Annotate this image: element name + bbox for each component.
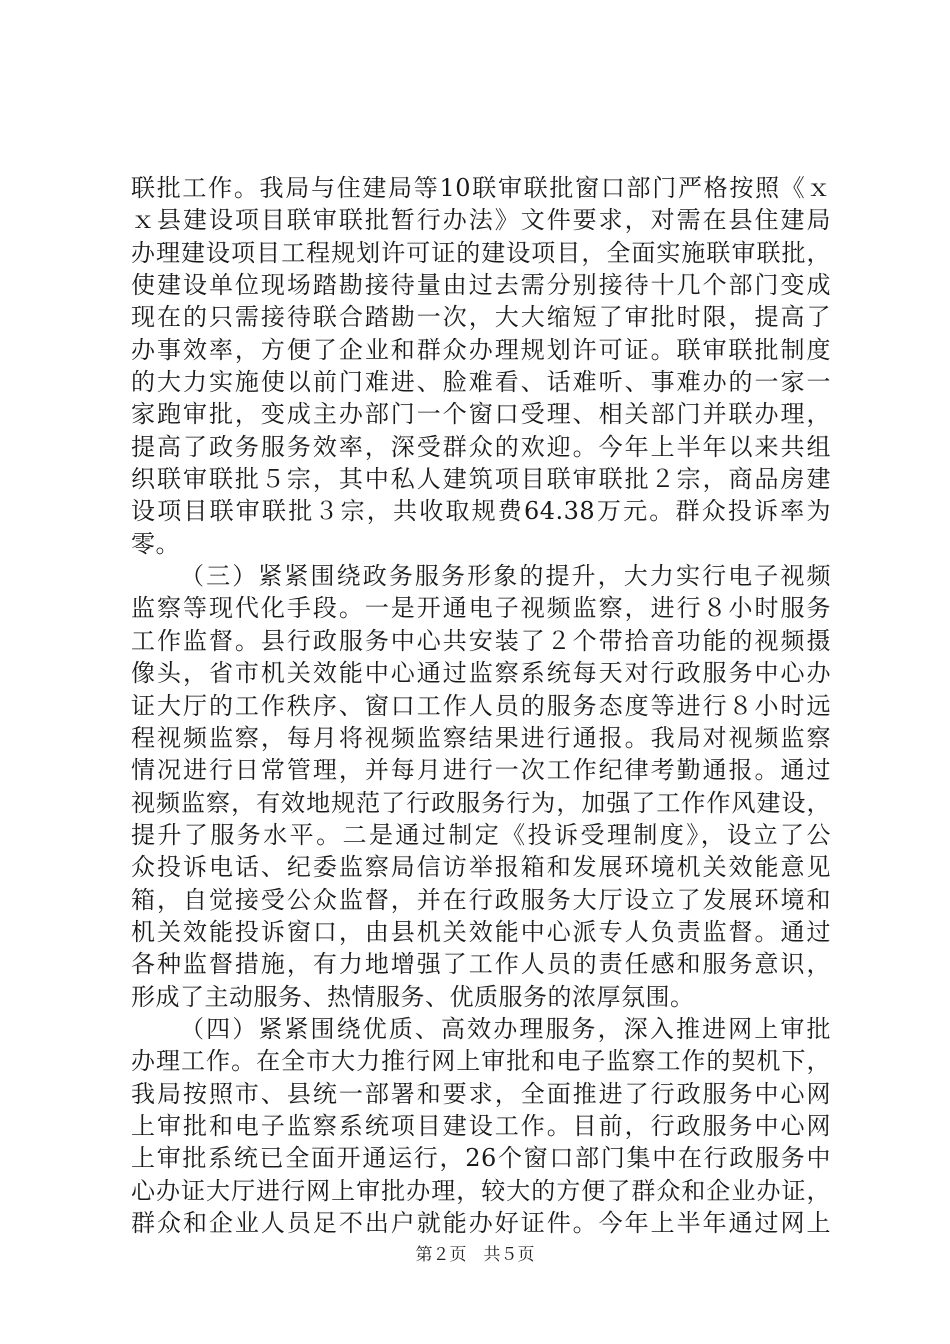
text-line: 零。 — [131, 529, 180, 558]
text-line: 箱，自觉接受公众监督，并在行政服务大厅设立了发展环境和 — [131, 885, 831, 914]
text-line: 情况进行日常管理，并每月进行一次工作纪律考勤通报。通过 — [131, 756, 831, 785]
page-footer: 第２页 共５页 — [415, 1245, 535, 1265]
text-line: 工作监督。县行政服务中心共安装了２个带拾音功能的视频摄 — [131, 626, 831, 655]
text-line: 程视频监察，每月将视频监察结果进行通报。我局对视频监察 — [131, 723, 831, 752]
text-line: 众投诉电话、纪委监察局信访举报箱和发展环境机关效能意见 — [131, 853, 831, 882]
text-line: 提高了政务服务效率，深受群众的欢迎。今年上半年以来共组 — [131, 432, 831, 461]
text-line: 各种监督措施，有力地增强了工作人员的责任感和服务意识， — [131, 950, 831, 979]
text-line: （四）紧紧围绕优质、高效办理服务，深入推进网上审批 — [180, 1014, 831, 1043]
text-line: 办理工作。在全市大力推行网上审批和电子监察工作的契机下， — [131, 1047, 831, 1076]
text-line: 设项目联审联批３宗，共收取规费64.38万元。群众投诉率为 — [131, 497, 831, 526]
text-line: 上审批系统已全面开通运行，26个窗口部门集中在行政服务中 — [131, 1144, 831, 1173]
text-line: 机关效能投诉窗口，由县机关效能中心派专人负责监督。通过 — [131, 917, 831, 946]
text-line: 像头，省市机关效能中心通过监察系统每天对行政服务中心办 — [131, 659, 831, 688]
text-line: 上审批和电子监察系统项目建设工作。目前，行政服务中心网 — [131, 1111, 831, 1140]
text-line: 群众和企业人员足不出户就能办好证件。今年上半年通过网上 — [131, 1209, 831, 1237]
text-line: 办事效率，方便了企业和群众办理规划许可证。联审联批制度 — [131, 335, 831, 364]
text-line: 形成了主动服务、热情服务、优质服务的浓厚氛围。 — [131, 982, 695, 1011]
text-line: 家跑审批，变成主办部门一个窗口受理、相关部门并联办理， — [131, 400, 831, 429]
text-line: 的大力实施使以前门难进、脸难看、话难听、事难办的一家一 — [131, 368, 831, 397]
text-line: （三）紧紧围绕政务服务形象的提升，大力实行电子视频 — [180, 562, 831, 591]
text-line: 办理建设项目工程规划许可证的建设项目，全面实施联审联批， — [131, 238, 831, 267]
text-line: 心办证大厅进行网上审批办理，较大的方便了群众和企业办证， — [131, 1176, 831, 1205]
document-body — [131, 172, 831, 1239]
text-line: 织联审联批５宗，其中私人建筑项目联审联批２宗，商品房建 — [131, 465, 831, 494]
text-line: 提升了服务水平。二是通过制定《投诉受理制度》，设立了公 — [131, 820, 831, 849]
text-line: 我局按照市、县统一部署和要求，全面推进了行政服务中心网 — [131, 1079, 831, 1108]
text-line: 现在的只需接待联合踏勘一次，大大缩短了审批时限，提高了 — [131, 303, 831, 332]
text-line: ｘ县建设项目联审联批暂行办法》文件要求，对需在县住建局 — [131, 206, 831, 235]
text-line: 视频监察，有效地规范了行政服务行为，加强了工作作风建设， — [131, 788, 831, 817]
text-line: 证大厅的工作秩序、窗口工作人员的服务态度等进行８小时远 — [131, 691, 831, 720]
text-line: 使建设单位现场踏勘接待量由过去需分别接待十几个部门变成 — [131, 271, 831, 300]
text-line: 联批工作。我局与住建局等10联审联批窗口部门严格按照《ｘ — [131, 174, 831, 202]
text-line: 监察等现代化手段。一是开通电子视频监察，进行８小时服务 — [131, 594, 831, 623]
